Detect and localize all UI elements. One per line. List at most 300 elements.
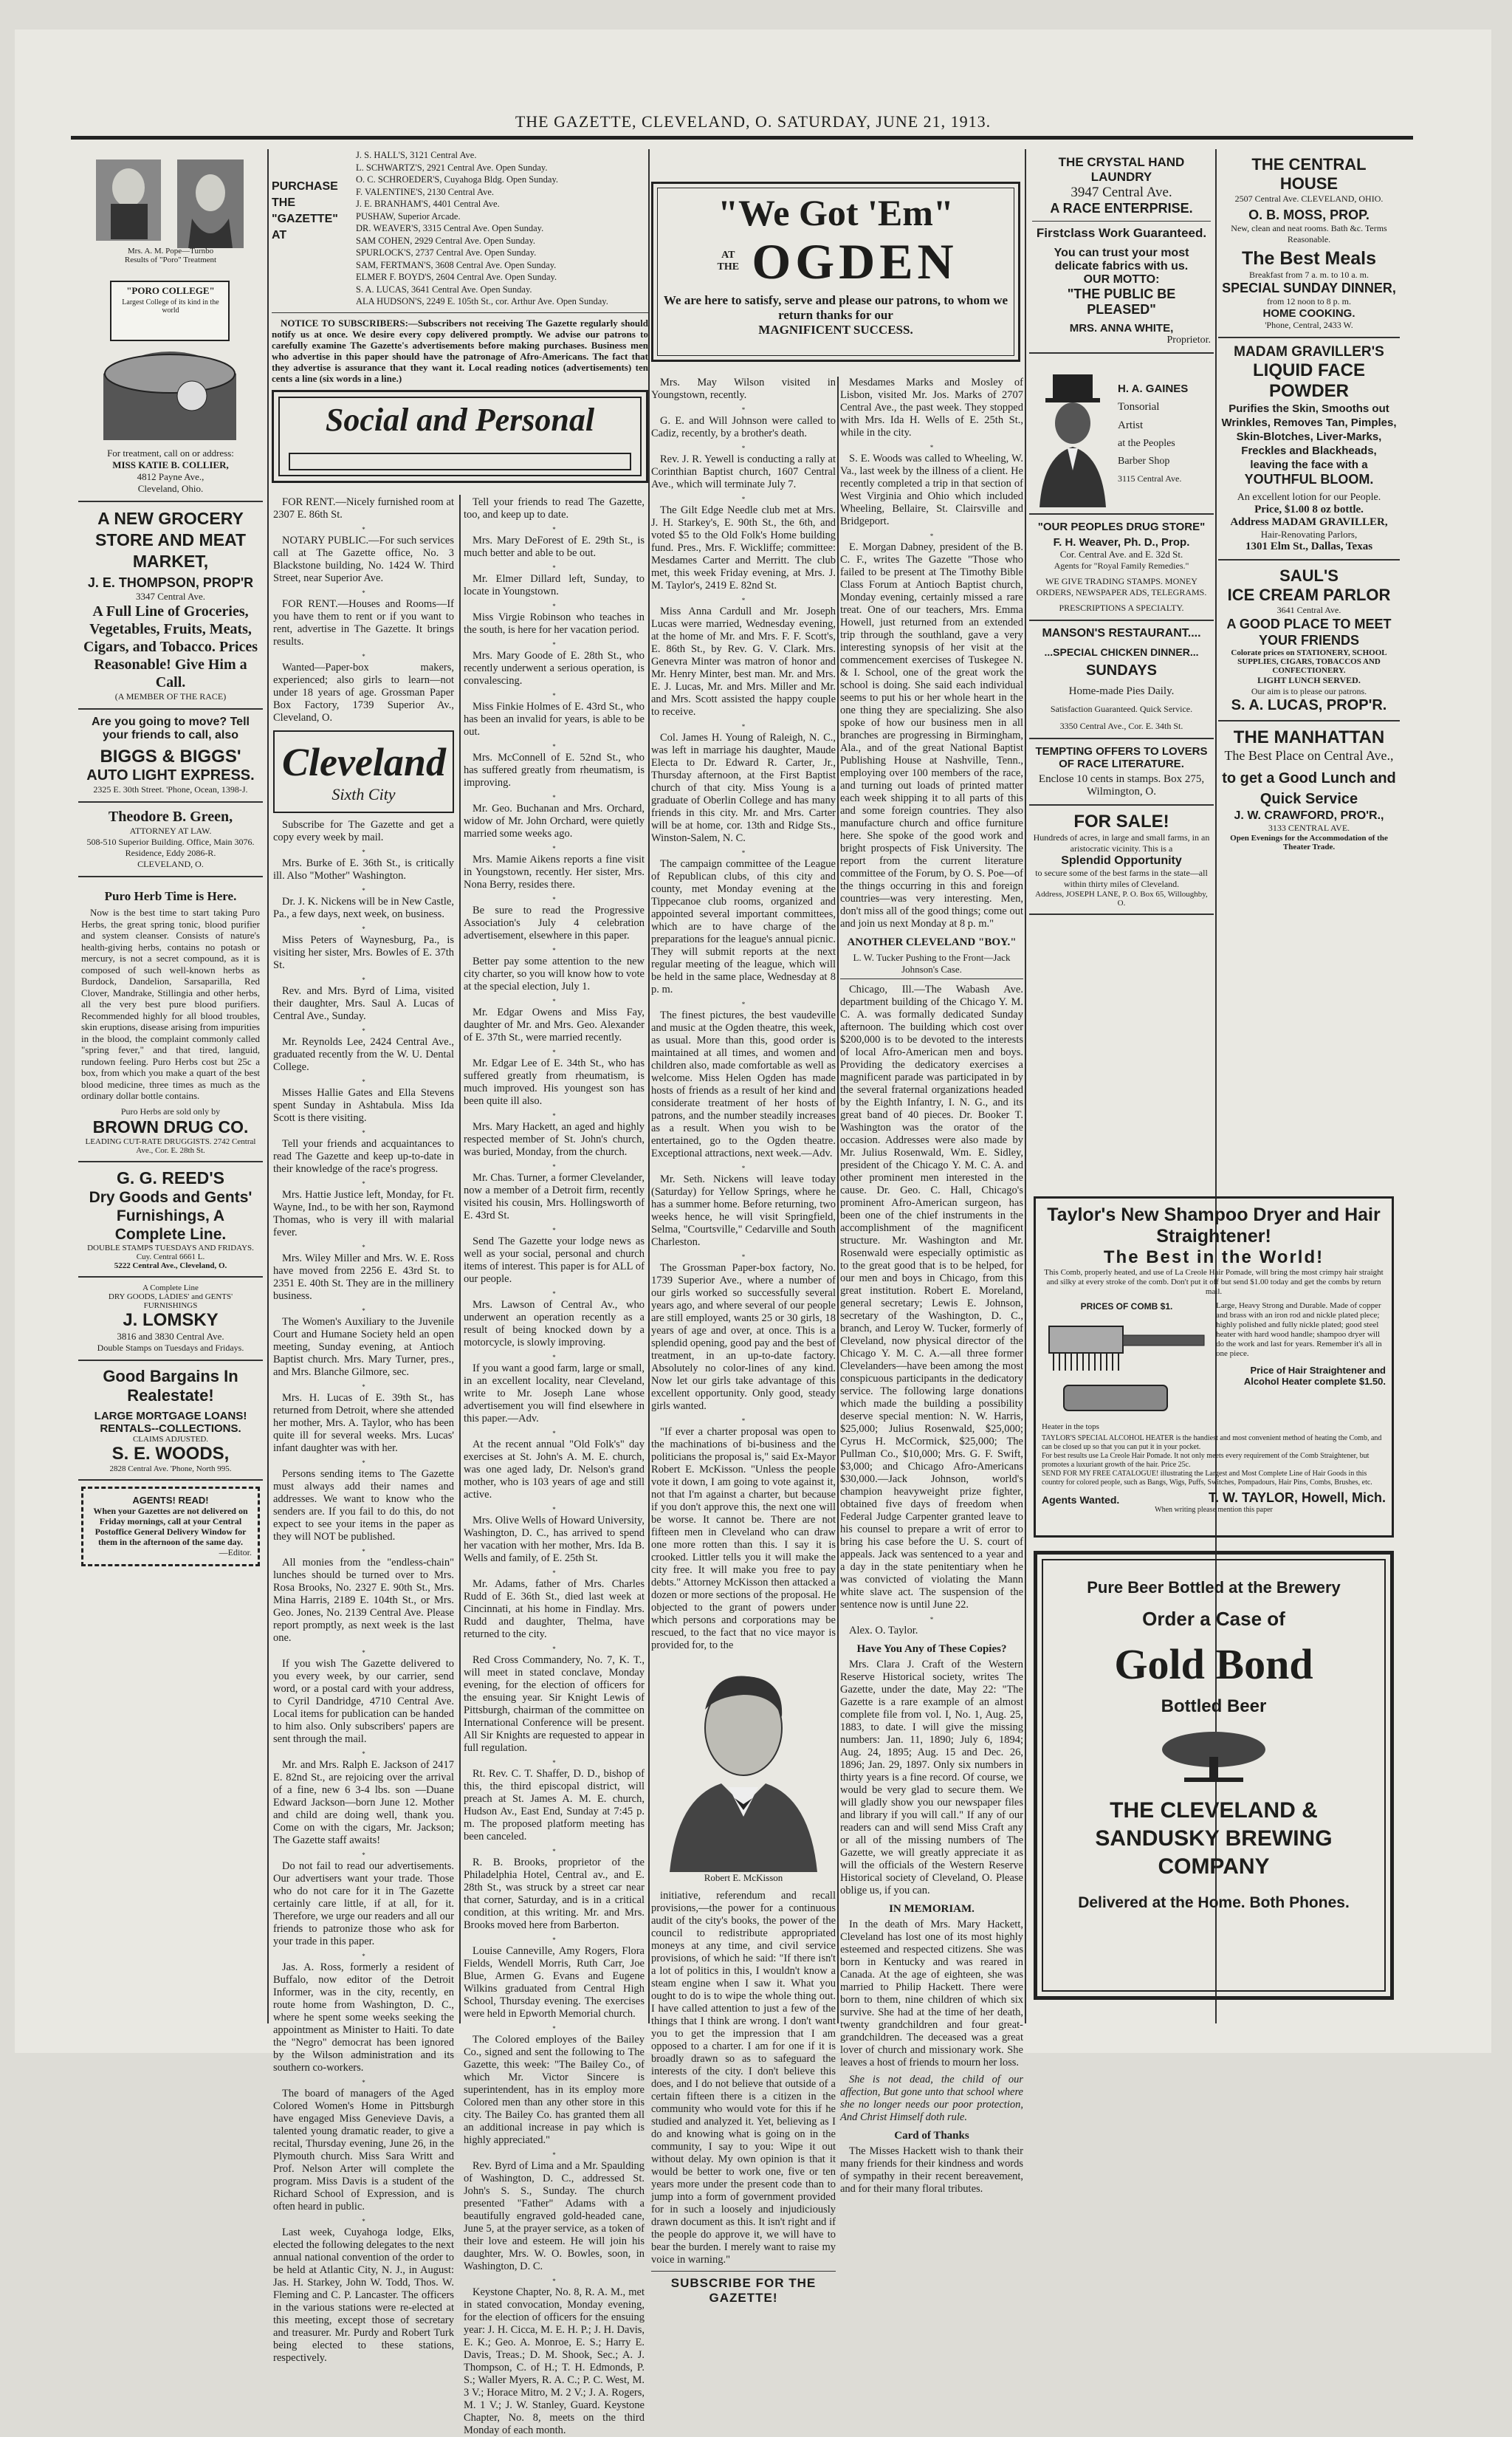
news-item: The Colored employes of the Bailey Co., signed and sent the following to The Gazette, this week: "The Bailey Co., of which Mr. Victor Sincere is superintendent, has in its employ more Colored men than any other store in this city. The Bailey Co. has granted them all an additional increase in pay which is highly appreciated.": [464, 2034, 645, 2146]
cleveland-logo: Cleveland: [282, 740, 446, 784]
laundry-prop-title: Proprietor.: [1166, 335, 1211, 346]
graviller-ad: [1218, 338, 1400, 561]
agents-head: AGENTS! READ!: [132, 1494, 209, 1506]
grocery-body: A Full Line of Groceries, Vegetables, Fruits, Meats, Cigars, and Tobacco. Prices Reasonable! Give Him a Call.: [83, 603, 258, 690]
subscriber-notice: NOTICE TO SUBSCRIBERS:—Subscribers not receiving The Gazette regularly should notify us at once. We desire every copy delivered promptly. We advise our patrons to carefully examine The Gazette's advertisements before making purchases. Business men who advertise in this paper should have the patronage of Afro-Americans. The fact that they advertise is assurance that they want it. Local reading notices (advertisements) ten cents a line (six words in a line.): [272, 317, 648, 384]
news-item: The Grossman Paper-box factory, No. 1739 Superior Ave., where a number of our girls worked so successfully several years ago, and where several of our people are still employed, wants 25 or 30 girls, 18 years of age and over, at once. This is a splendid opening, good pay and the best of treatment, in an up-to-date factory. Absolutely no color-lines of any kind. Now let our girls take advantage of this excellent opportunity. Only good, steady girls wanted.: [651, 1262, 836, 1412]
saul-body: Colorate prices on STATIONERY, SCHOOL SUPPLIES, CIGARS, TOBACCOS AND CONFECTIONERY.: [1231, 648, 1387, 675]
news-item: E. Morgan Dabney, president of the B. C. F., writes The Gazette "Those who failed to be present at The Timothy Bible Class Forum at Antioch Baptist church, Monday evening, certainly missed a rare treat. One of our teachers, Mrs. Emma Howell, just returned from an extended trip through the southland, gave a very interesting synopsis of her visit at the commencement exercises of Tuskegee N. & I. School, one of the great work the school is doing. She said each individual seems to put his or her whole heart in the one thing they are specializing. She also spoke of how our business men in all branches are progressing in Birmingham, Ala., and of the great National Baptist Publishing House at Nashville, Tenn., employing over 100 members of the race, and turning out loads of printed matter each week shipping it to all parts of this and some foreign countries. They also manufacture church and office furniture here. She spoke of the good work and bright prospects of Fisk University. The report from the current literature committee of the Forum, by O. S. Poe—of the things occurring in this and foreign countries—was very interesting. Men, don't miss all of the good things; come out and join us next Monday at 8 p. m.": [840, 541, 1023, 930]
manson-sundays: SUNDAYS: [1086, 662, 1157, 679]
item-separator: *: [741, 1001, 746, 1008]
item-separator: *: [552, 896, 556, 903]
news-item: If you want a good farm, large or small, in an excellent locality, near Cleveland, write to Mr. Joseph Lane whose advertisement you will find elsewhere in this paper.—Adv.: [464, 1363, 645, 1425]
item-separator: *: [741, 406, 746, 414]
item-separator: *: [362, 1383, 365, 1391]
manson-ad: [1029, 621, 1214, 739]
manhattan-tag: The Best Place on Central Ave.,: [1224, 748, 1394, 763]
news-item: Mrs. Burke of E. 36th St., is critically ill. Also "Mother" Washington.: [273, 857, 454, 882]
news-item: Mr. and Mrs. Ralph E. Jackson of 2417 E. 82nd St., are rejoicing over the arrival of a fine, new 6 3-4 lbs. son —Duane Edward Jackson—born June 12. Mother and child are doing well, thank you. Come on with the cigars, Mr. Jackson; The Gazette staff awaits!: [273, 1759, 454, 1846]
news-item: Mr. Edgar Owens and Miss Fay, daughter of Mr. and Mrs. Geo. Alexander of E. 37th St., were married recently.: [464, 1007, 645, 1043]
taylor-name: T. W. TAYLOR, Howell, Mich.: [1208, 1490, 1386, 1505]
news-item: Mrs. Mary DeForest of E. 29th St., is much better and able to be out.: [464, 535, 645, 559]
news-item: Mrs. Mary Hackett, an aged and highly respected member of St. John's church, was buried, Monday, from the church.: [464, 1121, 645, 1158]
green-title: ATTORNEY AT LAW.: [129, 826, 212, 836]
item-separator: *: [552, 1049, 556, 1056]
item-separator: *: [362, 1180, 365, 1187]
poro-banner: "PORO COLLEGE": [126, 285, 215, 296]
drug-rx: PRESCRIPTIONS A SPECIALTY.: [1059, 603, 1184, 613]
laundry-prop: MRS. ANNA WHITE,: [1069, 322, 1174, 335]
news-item: Louise Canneville, Amy Rogers, Flora Fields, Wendell Morris, Ruth Carr, Joe Blue, Armen G. Evans and Eugene Wilkins graduated from Central High School, Thursday evening. The exercises were held in Epworth Memorial church.: [464, 1945, 645, 2020]
taylor-detail: Large, Heavy Strong and Durable. Made of copper and brass with an iron rod and nickle plated plece; highly polished and fully nickle plated; good steel heater with hard wood handle; shampoo dryer will do the work and last for years. Remember it's all in one piece.: [1216, 1301, 1382, 1358]
purchase-agent: J. S. HALL'S, 3121 Central Ave.: [356, 150, 477, 160]
forsale-splendid: Splendid Opportunity: [1061, 854, 1182, 867]
news-item: G. E. and Will Johnson were called to Cadiz, recently, by a brother's death.: [651, 415, 836, 439]
item-separator: *: [929, 444, 934, 451]
column-rule: [837, 377, 839, 2023]
ogden-headline: "We Got 'Em": [718, 192, 954, 233]
purchase-agent: PUSHAW, Superior Arcade.: [356, 210, 461, 222]
manson-satisfaction: Satisfaction Guaranteed. Quick Service.: [1050, 704, 1193, 714]
purchase-agent: ALA HUDSON'S, 2249 E. 105th St., cor. Arthur Ave. Open Sunday.: [356, 296, 608, 306]
news-item: Mrs. H. Lucas of E. 39th St., has returned from Detroit, where she attended her mother, Mrs. A. Taylor, who has been quite ill for several weeks. Mrs. Lucas' infant daughter was with her.: [273, 1392, 454, 1454]
ogden-body: We are here to satisfy, serve and please our patrons, to whom we return thanks for our: [663, 293, 1008, 322]
taylor-tag: The Best in the World!: [1103, 1247, 1324, 1267]
news-item: Col. James H. Young of Raleigh, N. C., was left in marriage his daughter, Maude Electa to Dr. Edward R. Carter, Jr., Thursday afternoon, at the First Baptist church of that city. Miss Young is a graduate of Oberlin College and has many friends in this city. Mr. and Mrs. Carter will be at home, cor. 13th and Ridge Sts., Winston-Salem, N. C.: [651, 732, 836, 844]
lomsky-line2: DRY GOODS, LADIES' and GENTS' FURNISHINGS: [108, 1292, 233, 1310]
agents-body: When your Gazettes are not delivered on Friday mornings, call at your Central Postoffice General Delivery Window for them in the afternoon of the same day.: [93, 1505, 248, 1547]
poro-address-lead: For treatment, call on or address:: [107, 448, 234, 459]
lomsky-address: 3816 and 3830 Central Ave.: [117, 1330, 224, 1342]
woods-head: Good Bargains In Realestate!: [103, 1366, 238, 1405]
purchase-agent: F. VALENTINE'S, 2130 Central Ave.: [356, 186, 495, 197]
forsale-address: Address, JOSEPH LANE, P. O. Box 65, Willoughby, O.: [1035, 890, 1208, 908]
literature-body: Enclose 10 cents in stamps. Box 275, Wilmington, O.: [1038, 773, 1205, 798]
woods-name: S. E. WOODS,: [111, 1443, 230, 1464]
reed-name: G. G. REED'S: [116, 1168, 225, 1187]
thanks-head: Card of Thanks: [894, 2130, 969, 2142]
news-item: S. E. Woods was called to Wheeling, W. Va., last week by the illness of a client. He recently completed a trip in that section of West Virginia and Ohio which included Wheeling, Bellaire, St. Clairsville and Bridgeport.: [840, 453, 1023, 527]
news-item: All monies from the "endless-chain" lunches should be turned over to Mrs. Rosa Brooks, No. 2327 E. 90th St., Mrs. Mina Harris, 2189 E. 104th St., or Mrs. Geo. Jones, No. 2139 Central Ave. Please report promptly, as next week is the last one.: [273, 1557, 454, 1644]
news-item: Mr. Edgar Lee of E. 34th St., who has suffered greatly from rheumatism, is much improved. His youngest son has been quite ill also.: [464, 1058, 645, 1107]
newspaper-page: [15, 30, 1491, 2436]
item-separator: *: [552, 1430, 556, 1437]
central-house-name: THE CENTRAL HOUSE: [1251, 155, 1367, 193]
news-item: Wanted—Paper-box makers, experienced; also girls to learn—not under 18 years of age. Grossman Paper Box Factory, 1739 Superior Av., Cleveland, O.: [273, 662, 454, 724]
agents-sign: —Editor.: [219, 1546, 252, 1557]
news-item: Mrs. Mary Goode of E. 28th St., who recently underwent a serious operation, is convalescing.: [464, 650, 645, 687]
central-house-rooms: New, clean and neat rooms. Bath &c. Terms Reasonable.: [1231, 223, 1387, 244]
purchase-agent: SPURLOCK'S, 2737 Central Ave. Open Sunday.: [356, 247, 537, 258]
item-separator: *: [362, 976, 365, 984]
poro-agent: MISS KATIE B. COLLIER,: [112, 459, 229, 470]
laundry-name: THE CRYSTAL HAND LAUNDRY: [1058, 155, 1185, 184]
cleveland-logo-box: [273, 730, 454, 813]
news-item: Rev. J. R. Yewell is conducting a rally at Corinthian Baptist church, 1607 Central Ave., which will terminate July 7.: [651, 453, 836, 490]
item-separator: *: [552, 1848, 556, 1855]
lomsky-ad: [78, 1278, 263, 1361]
grocery-ad: [78, 502, 263, 710]
news-item: At the recent annual "Old Folk's" day exercises at St. John's A. M. E. church, was one aged lady, Dr. Nelson's grand mother, who is 103 years of age and still active.: [464, 1439, 645, 1501]
drug-address: Cor. Central Ave. and E. 32d St.: [1059, 549, 1183, 560]
news-item: Mr. Geo. Buchanan and Mrs. Orchard, widow of Mr. John Orchard, were quietly married some weeks ago.: [464, 803, 645, 840]
purchase-agent: SAM COHEN, 2929 Central Ave. Open Sunday.: [356, 235, 536, 246]
saul-lunch: LIGHT LUNCH SERVED.: [1257, 675, 1361, 685]
taylor-best: For best results use La Creole Hair Pomade. It not only meets every requirement of the Comb Straightener, but promotes a luxuriant growth of the hair. Price 25c.: [1042, 1452, 1370, 1469]
drug-ad: [1029, 515, 1214, 621]
drug-stamps: WE GIVE TRADING STAMPS. MONEY ORDERS, NEWSPAPER ADS, TELEGRAMS.: [1036, 576, 1207, 597]
item-separator: *: [362, 849, 365, 856]
news-item: Mr. Reynolds Lee, 2424 Central Ave., graduated recently from the W. U. Dental College.: [273, 1036, 454, 1073]
item-separator: *: [362, 1027, 365, 1035]
laundry-address: 3947 Central Ave.: [1071, 185, 1172, 200]
biggs-ad: [78, 710, 263, 803]
ogden-success: MAGNIFICENT SUCCESS.: [758, 323, 913, 337]
grocery-address: 3347 Central Ave.: [136, 591, 205, 602]
column-rule: [267, 149, 269, 2023]
news-item: Mrs. May Wilson visited in Youngstown, recently.: [651, 377, 836, 401]
news-item: Better pay some attention to the new city charter, so you will know how to vote at the special election, July 1.: [464, 956, 645, 993]
graviller-address-label: Address MADAM GRAVILLER,: [1230, 516, 1388, 528]
memoriam-head: IN MEMORIAM.: [889, 1903, 975, 1915]
news-item: Mesdames Marks and Mosley of Lisbon, visited Mr. Jos. Marks of 2707 Central Ave., the past week. They stopped with Mrs. Ida H. Wells of E. 25th St., while in the city.: [840, 377, 1023, 439]
grocery-title: A NEW GROCERY STORE AND MEAT MARKET,: [94, 509, 247, 571]
laundry-ad: [1029, 149, 1214, 354]
agents-read-box: [81, 1487, 260, 1566]
item-separator: *: [552, 2025, 556, 2032]
social-column-b: [464, 496, 645, 2436]
news-item: Mr. Elmer Dillard left, Sunday, to locate in Youngstown.: [464, 573, 645, 597]
graviller-city: 1301 Elm St., Dallas, Texas: [1245, 541, 1373, 552]
taylor-price2: Price of Hair Straightener and Alcohol Heater complete $1.50.: [1243, 1365, 1386, 1387]
item-separator: *: [552, 526, 556, 533]
gaines-name: H. A. GAINES: [1118, 383, 1189, 395]
drug-name: "OUR PEOPLES DRUG STORE": [1037, 521, 1206, 533]
grocery-owner: J. E. THOMPSON, PROP'R: [87, 575, 254, 590]
news-item: Misses Hallie Gates and Ella Stevens spent Sunday in Ashtabula. Miss Ida Scott is there visiting.: [273, 1087, 454, 1124]
news-item: R. B. Brooks, proprietor of the Philadelphia Hotel, Central av., and E. 28th St., was struck by a street car near that corner, Saturday, and is in a critical condition, at this writing. Mr. and Mrs. Brooks moved here from Barberton.: [464, 1857, 645, 1931]
laundry-motto: "THE PUBLIC BE PLEASED": [1067, 287, 1176, 317]
taylor-desc: This Comb, properly heated, and use of La Creole Hair Pomade, will bring the most crimpy hair straight and silky at every stroke of the comb. Don't put it off but send $1.00 today and get the combs by return mail.: [1044, 1268, 1384, 1296]
item-separator: *: [741, 1165, 746, 1172]
central-house-sunday: SPECIAL SUNDAY DINNER,: [1222, 281, 1396, 295]
gaines-line2: Artist: [1118, 419, 1144, 431]
taylor-title: Taylor's New Shampoo Dryer and Hair Straightener!: [1047, 1204, 1381, 1247]
news-item: Mrs. Wiley Miller and Mrs. W. E. Ross have moved from 2256 E. 43rd St. to 2351 E. 40th St. They are in the millinery business.: [273, 1252, 454, 1302]
saul-address: 3641 Central Ave.: [1276, 605, 1341, 615]
item-separator: *: [362, 653, 365, 660]
purchase-label: PURCHASE THE "GAZETTE" AT: [272, 180, 338, 241]
item-separator: *: [362, 887, 365, 894]
item-separator: *: [362, 1548, 365, 1555]
left-ad-column: [78, 149, 263, 2023]
manson-address: 3350 Central Ave., Cor. E. 34th St.: [1059, 721, 1183, 731]
item-separator: *: [741, 597, 746, 604]
column-rule: [459, 495, 461, 2023]
graviller-product: LIQUID FACE POWDER: [1252, 360, 1365, 401]
graviller-lotion: An excellent lotion for our People.: [1237, 492, 1381, 503]
taylor-ad: [1029, 1196, 1398, 1536]
item-separator: *: [552, 998, 556, 1005]
purchase-agent: ELMER F. BOYD'S, 2604 Central Ave. Open Sunday.: [356, 272, 557, 282]
news-item: The finest pictures, the best vaudeville and music at the Ogden theatre, this week, as usual. More than this, good order is maintained at all times, and women and children also, made comfortable as well as welcome. Miss Helen Ogden has made hosts of friends as a result of her kind and considerate treatment of her hosts of patrons, and the number steadily increases as a result. When you wish to be entertained, go to the Ogden theatre. Exceptional attractions, next week.—Adv.: [651, 1010, 836, 1159]
central-house-phone: 'Phone, Central, 2433 W.: [1265, 320, 1353, 330]
news-item: initiative, referendum and recall provisions,—the power for a continuous audit of the city's books, the power of the council to redistribute appropriated moneys at any time, and civil service provisions, of which he said: "If there isn't a lot of politics in this, I wouldn't know a steam engine when I saw it. What you ought to do is to wipe the whole thing out. I have called attention to just a few of the things that I think are wrong. I don't want you to get the impression that I am opposed to a charter. I am for one if it is broadly drawn so as to safeguard the interests of the city. I don't believe this does, and I do not believe that outside of a certain fifteen there is a citizen in the community who would vote for this if he studied and analyzed it. Yet, believing as I do and knowing what is going on in the community, I say to you: Wipe it out without delay. My own opinion is that it would be better to work one, five or ten years more under the present code than to jump into a form of government provided for in such a loosely and injudiciously drawn document as this. It isn't right and if the people do approve it, we will have to bear the burden. I merely want to raise my voice in warning.": [651, 1890, 836, 2266]
central-house-ad: [1218, 149, 1400, 338]
news-item: Miss Finkie Holmes of E. 43rd St., who has been an invalid for years, is able to be out.: [464, 701, 645, 738]
item-separator: *: [929, 1616, 934, 1623]
item-separator: *: [552, 1506, 556, 1513]
item-separator: *: [362, 1459, 365, 1467]
reed-stamps: DOUBLE STAMPS TUESDAYS AND FRIDAYS.: [87, 1243, 254, 1252]
literature-ad: [1029, 739, 1214, 806]
item-separator: *: [362, 1078, 365, 1086]
thanks-body: The Misses Hackett wish to thank their many friends for their kindness and words of sympathy in their recent bereavement, and for their many floral tributes.: [840, 2145, 1023, 2195]
puro-sold: Puro Herbs are sold only by: [120, 1106, 221, 1117]
item-separator: *: [362, 1244, 365, 1251]
news-column-b: [840, 377, 1023, 2195]
woods-ad: [78, 1361, 263, 1481]
mckisson-engraving: [655, 1658, 832, 1872]
news-item: If you wish The Gazette delivered to you every week, by our carrier, send word, or a postal card with your address, to Cyril Dandridge, 4710 Central Ave. Local items for publication can be handed to him also. Only subscribers' papers are sent through the mail.: [273, 1658, 454, 1745]
lomsky-line1: A Complete Line: [142, 1283, 199, 1292]
news-item: The Gilt Edge Needle club met at Mrs. J. H. Starkey's, E. 90th St., the 6th, and voted $5 to the Old Folk's Home building fund. Pres., Mrs. F. Wickliffe; committee: Mesdames Carter and Merritt. The club met, this week Friday evening, at Mrs. J. M. Taylor's, 2419 E. 82nd St.: [651, 504, 836, 592]
woods-line2: CLAIMS ADJUSTED.: [132, 1434, 209, 1444]
mckisson-caption: Robert E. McKisson: [704, 1872, 783, 1883]
woods-address: 2828 Central Ave. 'Phone, North 995.: [109, 1464, 232, 1473]
goldbond-company: THE CLEVELAND & SANDUSKY BREWING COMPANY: [1095, 1798, 1333, 1879]
copies-body: Mrs. Clara J. Craft of the Western Reserve Historical society, writes The Gazette, under the date, May 22: "The Gazette is a rare example of an almost complete file from vol. I, No. 1, Aug. 25, 1883, to date. I will give the missing numbers: Jan. 11, 1890; July 6, 1894; Aug. 24, 1895; Aug. 15 and Dec. 26, 1896; Jan. 29, 1897. Only six numbers in thirty years is a fine record. Of course, we would be very glad to secure them. We will gladly show you our newspaper files and library if you will call." If any of our readers can and will send Miss Craft any or all of the missing numbers of The Gazette, we will greatly appreciate it as will the officials of the Western Reserve Historical society of Cleveland, O. Please oblige us, if you can.: [840, 1659, 1023, 1896]
brown-drug: BROWN DRUG CO.: [92, 1117, 249, 1137]
poro-sub: Largest College of its kind in the world: [122, 298, 219, 315]
central-house-address: 2507 Central Ave. CLEVELAND, OHIO.: [1234, 193, 1384, 204]
item-separator: *: [741, 723, 746, 730]
item-separator: *: [552, 564, 556, 572]
goldbond-delivered: Delivered at the Home. Both Phones.: [1078, 1894, 1350, 1911]
drug-prop: F. H. Weaver, Ph. D., Prop.: [1053, 536, 1190, 549]
cleveland-subtitle: Sixth City: [331, 785, 396, 803]
item-separator: *: [741, 496, 746, 503]
news-item: The board of managers of the Aged Colored Women's Home in Pittsburgh have engaged Miss Genevieve Davis, a talented young dramatic reader, to give a recital, Thursday evening, June 26, in the Plymouth church. Miss Sara Writt and Prof. Nelson Arter will complete the program. Miss Davis is a student of the Richard School of Expression, and is often heard in public.: [273, 2088, 454, 2213]
reed-body: Dry Goods and Gents' Furnishings, A Complete Line.: [89, 1188, 252, 1243]
ogden-at-the: AT THE: [717, 250, 740, 273]
graviller-parlors: Hair-Renovating Parlors,: [1260, 529, 1358, 540]
news-item: Send The Gazette your lodge news as well as your social, personal and church items of interest. This paper is for ALL of our people.: [464, 1235, 645, 1285]
news-item: Miss Peters of Waynesburg, Pa., is visiting her sister, Mrs. Bowles of E. 37th St.: [273, 934, 454, 971]
forsale-body2: to secure some of the best farms in the state—all within thirty miles of Cleveland.: [1035, 868, 1208, 889]
news-item: Red Cross Commandery, No. 7, K. T., will meet in stated conclave, Monday evening, for the election of officers for the ensuing year. Sir Knight Lewis of Pittsburgh, chairman of the committee on International Conference will be present. All Sir Knights are requested to appear in full regulation.: [464, 1654, 645, 1754]
news-item: Jas. A. Ross, formerly a resident of Buffalo, now editor of the Detroit Informer, was in the city, recently, en route home from Washington, D. C., where he spent some weeks seeking the appointment as Minister to Haiti. To date the "Negro" democrat has been ignored by the Wilson administration and its southern co-workers.: [273, 1961, 454, 2074]
central-house-sunday-time: from 12 noon to 8 p. m.: [1267, 296, 1351, 306]
reed-ad: [78, 1162, 263, 1278]
taylor-catalog: SEND FOR MY FREE CATALOGUE! illustrating the Largest and Most Complete Line of Hair Goods in this country for colored people, such as Bangs, Wigs, Puffs, Switches, Pompadours, Hair Pins, Combs, Brushes, etc.: [1042, 1470, 1372, 1487]
manhattan-prop: J. W. CRAWFORD, PRO'R.,: [1234, 809, 1384, 822]
purchase-agent: O. C. SCHROEDER'S, Cuyahoga Bldg. Open Sunday.: [356, 174, 559, 185]
forsale-ad: [1029, 806, 1214, 915]
news-item: Persons sending items to The Gazette must always add their names and addresses. We want to know who the senders are. If you fail to do this, do not expect to see your items in the paper as they will NOT be published.: [273, 1468, 454, 1543]
gaines-address: 3115 Central Ave.: [1118, 473, 1182, 484]
purchase-agent: S. A. LUCAS, 3641 Central Ave. Open Sunday.: [356, 284, 532, 295]
central-house-prop: O. B. MOSS, PROP.: [1248, 208, 1370, 222]
literature-head: TEMPTING OFFERS TO LOVERS OF RACE LITERATURE.: [1035, 745, 1208, 770]
reed-phone: Cuy. Central 6661 L.: [136, 1252, 205, 1261]
news-item: Tell your friends and acquaintances to read The Gazette and keep up-to-date in their knowledge of the race's progress.: [273, 1138, 454, 1175]
news-item: FOR RENT.—Houses and Rooms—If you have them to rent or if you want to rent, advertise in The Gazette. It brings results.: [273, 598, 454, 648]
news-item: Mrs. Mamie Aikens reports a fine visit in Youngstown, recently. Her sister, Mrs. Nona Berry, resides there.: [464, 854, 645, 891]
moving-question: Are you going to move? Tell your friends to call, also: [92, 716, 250, 741]
news-item: Rev. and Mrs. Byrd of Lima, visited their daughter, Mrs. Saul A. Lucas of Central Ave., Sunday.: [273, 985, 454, 1022]
poro-ad: [78, 149, 263, 502]
brown-sub: LEADING CUT-RATE DRUGGISTS. 2742 Central Ave., Cor. E. 28th St.: [85, 1137, 256, 1155]
goldbond-top: Pure Beer Bottled at the Brewery: [1087, 1578, 1341, 1597]
manhattan-lunch: to get a Good Lunch and Quick Service: [1222, 770, 1396, 807]
news-item: Mr. Seth. Nickens will leave today (Saturday) for Yellow Springs, where he has a summer home. Before returning, two weeks hence, he will visit Springfield, Selma, "Courtsville," Cedarville and South Charleston.: [651, 1173, 836, 1248]
laundry-trust: You can trust your most delicate fabrics with us.: [1054, 247, 1189, 273]
taylor-prices: PRICES OF COMB $1.: [1080, 1301, 1173, 1312]
pope-caption: Mrs. A. M. Pope—Turnbo Results of "Poro" Treatment: [124, 247, 217, 264]
item-separator: *: [552, 947, 556, 954]
item-separator: *: [741, 445, 746, 452]
item-separator: *: [552, 603, 556, 610]
poro-city: Cleveland, Ohio.: [137, 483, 204, 494]
grocery-member: (A MEMBER OF THE RACE): [114, 691, 227, 702]
item-separator: *: [552, 743, 556, 750]
memoriam-body: In the death of Mrs. Mary Hackett, Cleveland has lost one of its most highly esteemed and respected citizens. She was born in Kentucky and was reared in Canada. At the age of eighteen, she was married to Philip Hackett. There were born to them, nine children of which six survive. She had at the time of her death, twenty grandchildren and four great-grandchildren. The deceased was a great lover of church and missionary work. She leaves a host of friends to mourn her loss.: [840, 1919, 1023, 2068]
column-rule: [1025, 149, 1026, 2023]
news-item: Miss Anna Cardull and Mr. Joseph Lucas were married, Wednesday evening, at the home of Mr. and Mrs. F. F. Scott's, E. 86th St., by Rev. G. V. Clark. Mrs. Genevra Minter was matron of honor and Mr. Henry Minter, best man. Mr. and Mrs. E. J. Lucas, Mr. and Mrs. Miller and Mr. and Mrs. Scott assisted the happy couple to receive.: [651, 606, 836, 718]
news-item: FOR RENT.—Nicely furnished room at 2307 E. 86th St.: [273, 496, 454, 521]
item-separator: *: [362, 1750, 365, 1758]
item-separator: *: [552, 1290, 556, 1298]
news-item: Subscribe for The Gazette and get a copy every week by mail.: [273, 819, 454, 843]
saul-aim: Our aim is to please our patrons.: [1251, 686, 1367, 696]
green-name: Theodore B. Green,: [108, 809, 233, 825]
manhattan-open: Open Evenings for the Accommodation of the Theater Trade.: [1230, 834, 1388, 851]
ad-column-4: [1029, 149, 1214, 1190]
item-separator: *: [552, 1936, 556, 1944]
item-separator: *: [552, 1759, 556, 1766]
item-separator: *: [362, 526, 365, 533]
item-separator: *: [552, 1569, 556, 1577]
manhattan-address: 3133 CENTRAL AVE.: [1268, 823, 1350, 833]
goldbond-order: Order a Case of: [1142, 1608, 1285, 1630]
manson-pies: Home-made Pies Daily.: [1068, 685, 1175, 697]
ogden-ad: [651, 149, 1020, 371]
purchase-agent: SAM, FERTMAN'S, 3608 Central Ave. Open Sunday.: [356, 259, 557, 270]
poro-street: 4812 Payne Ave.,: [137, 471, 205, 482]
central-house-breakfast: Breakfast from 7 a. m. to 10 a. m.: [1249, 270, 1369, 280]
saul-prop: S. A. LUCAS, PROP'R.: [1231, 697, 1387, 713]
manhattan-name: THE MANHATTAN: [1233, 727, 1385, 747]
purchase-agent: J. E. BRANHAM'S, 4401 Central Ave.: [356, 199, 500, 209]
puro-ad: [78, 877, 263, 1162]
boy-head: ANOTHER CLEVELAND "BOY.": [847, 936, 1017, 948]
puro-head: Puro Herb Time is Here.: [104, 889, 237, 903]
news-item: Rt. Rev. C. T. Shaffer, D. D., bishop of this, the third episcopal district, will preach at St. James A. M. E. church, Hudson Av., East End, Sunday at 7:45 p. m. The proposed platform meeting has been canceled.: [464, 1768, 645, 1843]
news-item: NOTARY PUBLIC.—For such services call at The Gazette office, No. 3 Blackstone building, No. 1424 W. Third Street, near Superior Ave.: [273, 535, 454, 584]
purchase-block: [272, 149, 648, 496]
ogden-name: OGDEN: [752, 233, 958, 289]
forsale-head: FOR SALE!: [1073, 812, 1169, 832]
subscribe-banner: SUBSCRIBE FOR THE GAZETTE!: [651, 2271, 836, 2306]
item-separator: *: [362, 2218, 365, 2225]
central-house-meals: The Best Meals: [1241, 248, 1376, 269]
gaines-line4: Barber Shop: [1118, 456, 1170, 467]
taylor-comb-illustration: [1042, 1312, 1212, 1422]
mckisson-portrait: [651, 1658, 836, 1884]
item-separator: *: [362, 1851, 365, 1859]
item-separator: *: [362, 589, 365, 597]
copies-head: Have You Any of These Copies?: [856, 1643, 1007, 1655]
news-item: Keystone Chapter, No. 8, R. A. M., met in stated convocation, Monday evening, for the election of officers for the ensuing year: J. H. Cicca, M. E. H. P.; J. H. Davis, E. K.; Geo. A. Monroe, E. S.; Harry E. Davis, Treas.; D. M. Shook, Sec.; A. J. Thompson, C. of H.; T. H. Edmonds, P. S.; Waller Myers, R. A. C.; P. C. West, M. 3 V.; Horace Mitro, M. 2 V.; J. A. Rogers, M. 1 V.; J. W. Stanley, Guard. Keystone Chapter, No. 8, meets on the third Monday of each month.: [464, 2286, 645, 2436]
news-item: Mrs. Lawson of Central Av., who underwent an operation recently as a result of being knocked down by a motorcycle, is slowly improving.: [464, 1299, 645, 1348]
item-separator: *: [552, 1645, 556, 1653]
memoriam-verse: She is not dead, the child of our affection, But gone unto that school where she no longer needs our poor protection, And Christ Himself doth rule.: [840, 2074, 1023, 2123]
masthead: THE GAZETTE, CLEVELAND, O. SATURDAY, JUNE 21, 1913.: [515, 112, 992, 131]
item-separator: *: [552, 2277, 556, 2285]
social-personal-banner: [272, 390, 648, 483]
taylor-alcohol: TAYLOR'S SPECIAL ALCOHOL HEATER is the handiest and most convenient method of heating the Comb, and can be closed up so that you can put it in your pocket.: [1042, 1434, 1382, 1451]
news-item: Miss Virgie Robinson who teaches in the south, is here for her vacation period.: [464, 611, 645, 636]
forsale-body: Hundreds of acres, in large and small farms, in an aristocratic vicinity. This is a: [1033, 832, 1210, 854]
item-separator: *: [552, 794, 556, 801]
biggs-address: 2325 E. 30th Street. 'Phone, Ocean, 1398-J.: [93, 784, 248, 795]
item-separator: *: [362, 1953, 365, 1960]
social-personal-title: Social and Personal: [325, 401, 595, 438]
laundry-firstclass: Firstclass Work Guaranteed.: [1036, 226, 1207, 240]
graviller-bloom: YOUTHFUL BLOOM.: [1244, 472, 1374, 487]
news-item: Chicago, Ill.—The Wabash Ave. department building of the Chicago Y. M. C. A. was formally dedicated Sunday afternoon. The building which cost over $200,000 is to be devoted to the interests of local Afro-American men and boys. Providing the dedicatory exercises a magnificent parade was participated in by the several fraternal organizations headed by the Eighth Infantry, I. N. G., and its great band of 40 pieces. Dr. Booker T. Washington was the orator of the occasion. Addresses were also made by Mr. Julius Rosenwald, Wm. E. Sidley, president of the Chicago Y. M. C. A. and other prominent men interested in the cause. Dr. Geo. C. Hall, Chicago's prominent Afro-American surgeon, has been one of the chief instruments in the accomplishment of the magnificent structure. Mr. Washington and Mr. Rosenwald were especially optimistic as to the great good that is to be helped, for our men and boys in Chicago, from this great institution. Robert E. Moreland, general secretary; Lewis E. Johnson, secretary of the Washington, D. C., branch, and Leroy W. Tucker, formerly of Cleveland, now physical director of the Chicago Y. M. C. A.—all three former Clevelanders—have been among the most conspicuous participants in the dedicatory service. The following large donations which made the building a possibility deserve special mention: N. W. Harris, $25,000; Julius Rosenwald, $25,000; Cyrus H. McCormick, $25,000; The Pullman Co., $10,000; Mrs. G. F. Swift, $3,000; and Chicago Afro-Americans $30,000.—Jack Johnson, world's champion heavyweight prize fighter, obtained five days of freedom when Federal Judge Carpenter granted leave to his counsel to prepare a writ of error to bring his case before the U. S. court of appeals. Jack was sentenced to a year and a day in the state penitentiary when he was convicted of violating the Mann white slave act. The suspension of the sentence now is until June 22.: [840, 984, 1023, 1611]
goldbond-ad: [1029, 1551, 1398, 1987]
laundry-tag: A RACE ENTERPRISE.: [1032, 201, 1211, 222]
lomsky-name: J. LOMSKY: [123, 1309, 219, 1330]
news-item: The campaign committee of the League of Republican clubs, of this city and county, met Monday evening at the Tippecanoe club rooms, organized and appointed several important committees, which are to have charge of the preparations for the league's annual picnic. They will submit reports at the next regular meeting of the league, which will be held in the same place, Wednesday at 8 p. m.: [651, 858, 836, 995]
manson-name: MANSON'S RESTAURANT....: [1042, 627, 1201, 640]
ad-column-5: [1218, 149, 1400, 1190]
item-separator: *: [552, 1227, 556, 1234]
item-separator: *: [552, 1163, 556, 1170]
goldbond-name: Gold Bond: [1114, 1640, 1313, 1688]
item-separator: *: [362, 2079, 365, 2086]
news-item: Tell your friends to read The Gazette, too, and keep up to date.: [464, 496, 645, 521]
gaines-line1: Tonsorial: [1118, 401, 1160, 413]
manson-special: ...SPECIAL CHICKEN DINNER...: [1044, 646, 1199, 658]
item-separator: *: [362, 1307, 365, 1315]
graviller-price: Price, $1.00 8 oz bottle.: [1254, 504, 1364, 515]
gaines-ad: [1029, 354, 1214, 515]
item-separator: *: [552, 1354, 556, 1361]
gaines-line3: at the Peoples: [1118, 438, 1175, 449]
masthead-rule: [71, 136, 1413, 140]
news-item: Mrs. McConnell of E. 52nd St., who has suffered greatly from rheumatism, is improving.: [464, 752, 645, 789]
item-separator: *: [552, 692, 556, 699]
saul-name: SAUL'S: [1279, 566, 1339, 585]
news-item: Mrs. Olive Wells of Howard University, Washington, D. C., has arrived to spend her vacation with her mother, Mrs. Ida B. Wells and family, of E. 25th St.: [464, 1515, 645, 1564]
news-item: Mrs. Hattie Justice left, Monday, for Ft. Wayne, Ind., to be with her son, Raymond Thomas, who is very ill with malarial fever.: [273, 1189, 454, 1238]
biggs-subtitle: AUTO LIGHT EXPRESS.: [86, 767, 255, 784]
news-item: Mr. Adams, father of Mrs. Charles Rudd of E. 36th St., died last week at Cincinnati, at his home in Findlay. Mrs. Rudd and daughter, Thelma, have returned to the city.: [464, 1578, 645, 1640]
item-separator: *: [929, 532, 934, 540]
news-item: The Women's Auxiliary to the Juvenile Court and Humane Society held an open meeting, Sunday evening, at Antioch Baptist church. Mrs. Mary Turner, pres., and Mrs. Blanche Gilmore, sec.: [273, 1316, 454, 1378]
taylor-agents: Agents Wanted.: [1042, 1494, 1120, 1506]
column-rule: [648, 149, 650, 2023]
news-item: "If ever a charter proposal was open to the machinations of bi-business and the politicians the proposal is," said Ex-Mayor Robert E. McKisson. "Unless the people vote it down, I am going to vote against it, not that I'm against a charter, but because if you don't approve this, the next one will be worse. It cannot be. There are not fifteen men in Cleveland who can draw one more rotten than this. I say it is crooked. Littler tells you it will make the city free. It will make you free to pay debts." Attorney McKisson then attacked a dozen or more sections of the proposal. He objected to the grant of powers under which persons and corporations may be rescued, to the fact that no vice mayor is provided for, to the: [651, 1426, 836, 1651]
saul-good: A GOOD PLACE TO MEET YOUR FRIENDS: [1226, 617, 1392, 648]
laundry-motto-label: OUR MOTTO:: [1083, 273, 1160, 286]
graviller-body: Purifies the Skin, Smooths out Wrinkles, Removes Tan, Pimples, Skin-Blotches, Liver-Marks, Freckles and Blackheads, leaving the face with a: [1221, 402, 1397, 471]
manhattan-ad: [1218, 721, 1400, 857]
news-item: Mr. Chas. Turner, a former Clevelander, now a member of a Detroit firm, recently visited his cousin, Mrs. Hollingsworth of E. 43rd St.: [464, 1172, 645, 1221]
